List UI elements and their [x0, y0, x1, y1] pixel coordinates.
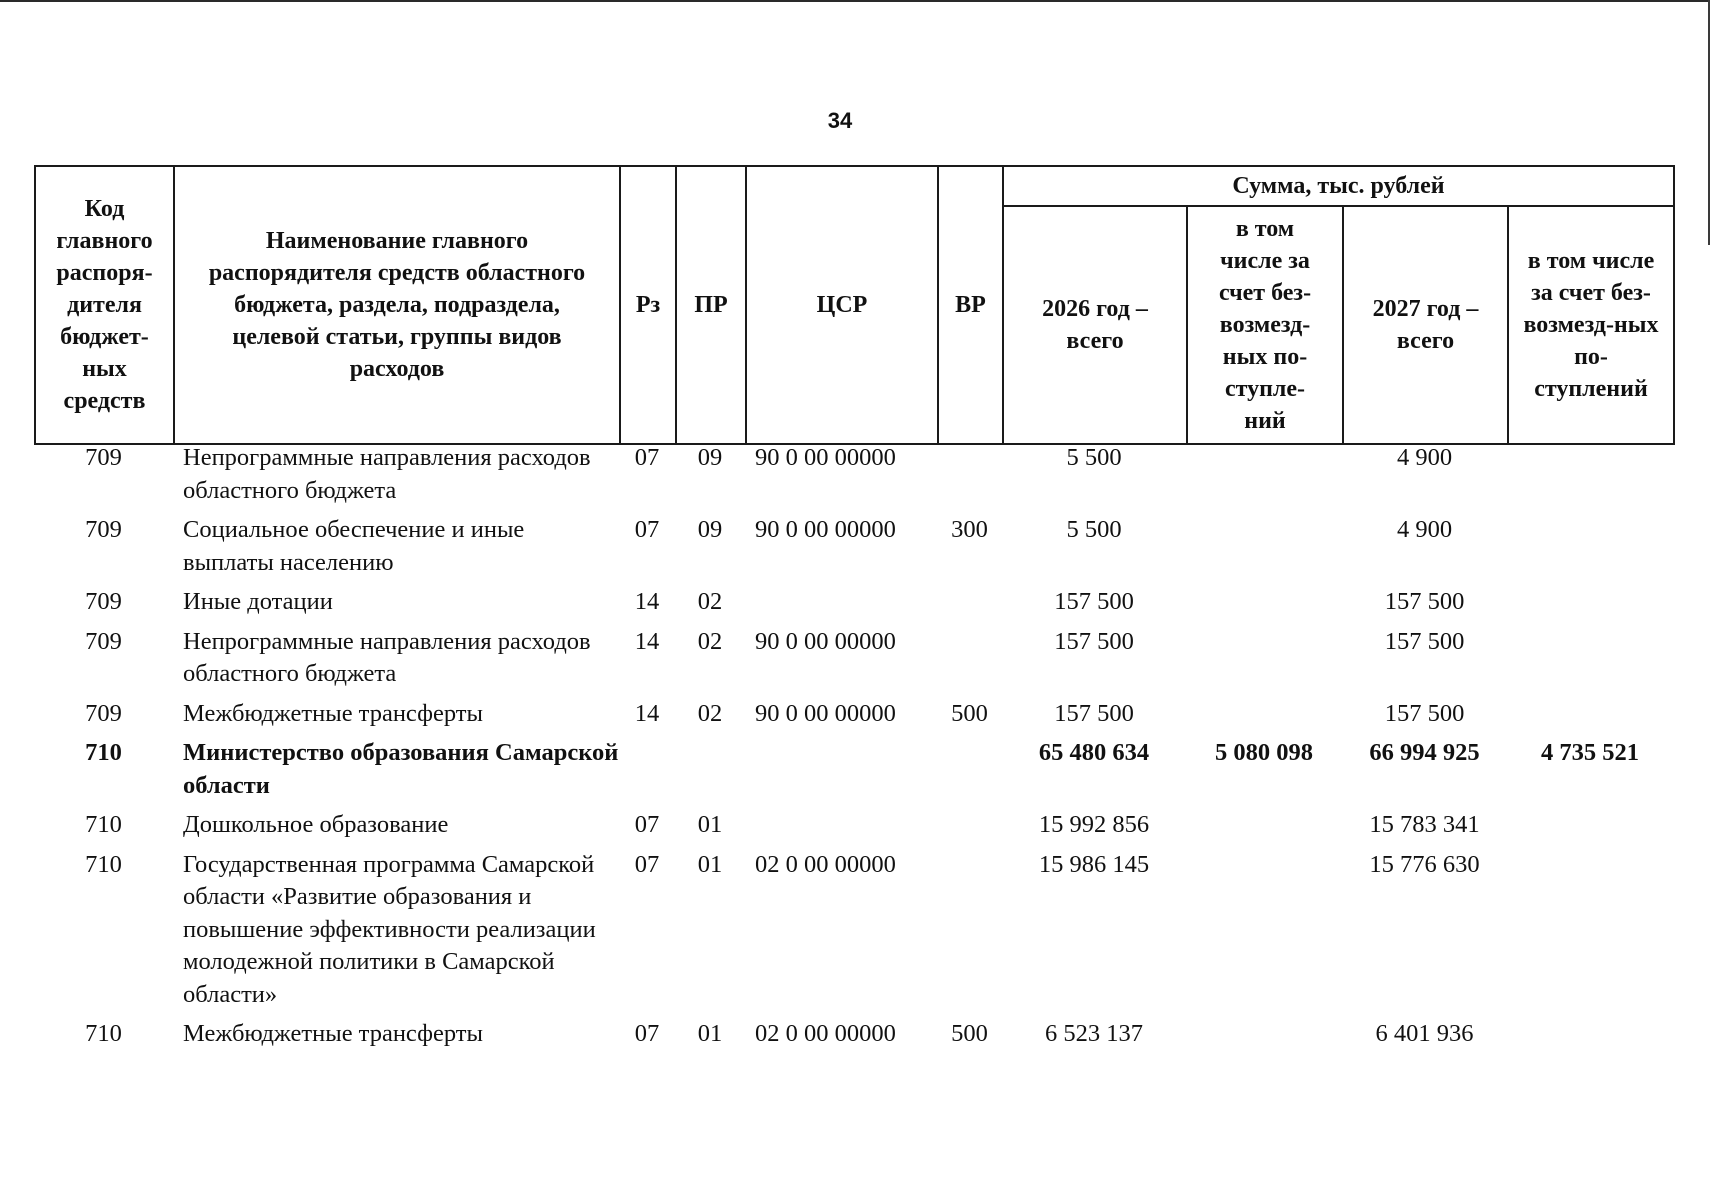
cell-code: 709: [85, 627, 122, 655]
col-header-2027-total: 2027 год – всего: [1343, 206, 1508, 444]
scan-border-top: [0, 0, 1710, 2]
cell-2027-free: [1507, 442, 1673, 514]
table-row: [34, 626, 1673, 698]
cell-2027-total: 15 776 630: [1369, 850, 1480, 878]
col-header-2026-total: 2026 год – всего: [1003, 206, 1187, 444]
cell-pr: 09: [697, 444, 723, 471]
cell-name: Непрограммные направления расходов областного бюджета: [183, 444, 591, 504]
cell-vr: 300: [951, 516, 988, 543]
cell-vr: [937, 849, 1002, 1019]
cell-rz: 14: [634, 699, 660, 727]
budget-table-body: [34, 442, 1673, 1058]
cell-2026-free: [1186, 809, 1342, 849]
col-header-csr: ЦСР: [746, 166, 938, 444]
cell-name: Межбюджетные трансферты: [183, 699, 483, 727]
cell-2026-free: [1186, 586, 1342, 626]
cell-vr: [937, 809, 1002, 849]
cell-2027-total: 66 994 925: [1369, 739, 1480, 766]
table-row: [34, 698, 1673, 738]
cell-rz: [619, 737, 675, 809]
col-header-vr: ВР: [938, 166, 1003, 444]
cell-name: Иные дотации: [183, 588, 333, 615]
cell-code: 710: [85, 739, 122, 766]
table-row: [34, 514, 1673, 586]
cell-rz: 07: [634, 444, 660, 471]
cell-2026-free: 5 080 098: [1215, 739, 1313, 766]
cell-2027-total: 157 500: [1384, 627, 1465, 655]
cell-2026-free: [1186, 1018, 1342, 1058]
cell-name: Межбюджетные трансферты: [183, 1020, 483, 1047]
col-header-rz: Рз: [620, 166, 676, 444]
cell-2026-total: 15 986 145: [1038, 850, 1150, 878]
cell-2027-free: [1507, 626, 1673, 698]
cell-2026-total: 6 523 137: [1045, 1020, 1143, 1047]
cell-2026-free: [1186, 442, 1342, 514]
cell-2027-total: 4 900: [1396, 444, 1453, 471]
table-row: [34, 809, 1673, 849]
cell-pr: 09: [697, 516, 723, 543]
cell-csr: [745, 737, 937, 809]
cell-2026-free: [1186, 849, 1342, 1019]
cell-2027-total: 157 500: [1384, 699, 1465, 727]
cell-2026-free: [1186, 514, 1342, 586]
cell-vr: [937, 737, 1002, 809]
cell-vr: [937, 586, 1002, 626]
cell-vr: [937, 626, 1002, 698]
table-row: [34, 849, 1673, 1019]
cell-vr: [937, 442, 1002, 514]
cell-2027-free: [1507, 1018, 1673, 1058]
cell-2026-total: 157 500: [1054, 588, 1134, 615]
cell-pr: [675, 737, 745, 809]
cell-code: 709: [85, 516, 122, 543]
cell-csr: 90 0 00 00000: [755, 444, 896, 471]
cell-rz: 14: [634, 588, 660, 615]
page-number: 34: [827, 108, 853, 133]
cell-csr: 02 0 00 00000: [755, 850, 896, 878]
cell-2027-total: 6 401 936: [1375, 1020, 1474, 1047]
cell-rz: 07: [634, 850, 660, 878]
cell-pr: 01: [697, 1020, 723, 1047]
cell-2027-free: [1507, 698, 1673, 738]
cell-2027-total: 157 500: [1384, 588, 1465, 615]
cell-code: 710: [85, 850, 122, 878]
cell-vr: 500: [951, 1020, 988, 1047]
cell-pr: 02: [697, 588, 723, 615]
cell-2027-free: [1507, 849, 1673, 1019]
table-row: [34, 442, 1673, 514]
cell-2026-free: [1186, 626, 1342, 698]
col-header-2026-free: в том числе за счет без-возмезд-ных по-ступле-ний: [1187, 206, 1343, 444]
cell-2026-total: 15 992 856: [1038, 811, 1150, 838]
table-row: [34, 586, 1673, 626]
cell-2027-free: 4 735 521: [1541, 739, 1639, 766]
table-row: [34, 1018, 1673, 1058]
cell-2026-total: 157 500: [1054, 627, 1134, 655]
table-row: [34, 737, 1673, 809]
cell-2026-total: 5 500: [1066, 444, 1122, 471]
cell-pr: 01: [697, 811, 723, 838]
col-header-sum: Сумма, тыс. рублей: [1003, 166, 1674, 206]
cell-2026-total: 157 500: [1054, 699, 1134, 727]
cell-csr: 02 0 00 00000: [755, 1020, 896, 1047]
cell-csr: 90 0 00 00000: [755, 627, 896, 655]
cell-2026-free: [1186, 698, 1342, 738]
cell-2026-total: 5 500: [1066, 516, 1122, 543]
cell-csr: [745, 586, 937, 626]
cell-name: Министерство образования Самарской области: [183, 739, 619, 799]
cell-name: Дошкольное образование: [183, 811, 449, 838]
cell-rz: 07: [634, 1020, 660, 1047]
cell-rz: 07: [634, 811, 660, 838]
cell-name: Государственная программа Самарской области «Развитие образования и повышение эффективности реализации молодежной политики в Самарской области»: [183, 850, 596, 1008]
budget-table-header: [34, 165, 1675, 445]
cell-csr: 90 0 00 00000: [755, 699, 896, 727]
cell-code: 710: [85, 811, 122, 838]
cell-2027-free: [1507, 586, 1673, 626]
col-header-code: Код главного распоря-дителя бюджет-ных средств: [35, 166, 174, 444]
cell-pr: 02: [697, 699, 723, 727]
col-header-name: Наименование главного распорядителя средств областного бюджета, раздела, подраздела, целевой статьи, группы видов расходов: [174, 166, 620, 444]
cell-rz: 07: [634, 516, 660, 543]
cell-csr: 90 0 00 00000: [755, 516, 896, 543]
cell-csr: [745, 809, 937, 849]
cell-name: Непрограммные направления расходов областного бюджета: [183, 627, 591, 687]
cell-2027-total: 4 900: [1396, 516, 1453, 543]
cell-code: 709: [85, 588, 122, 615]
cell-pr: 02: [697, 627, 723, 655]
cell-2026-total: 65 480 634: [1038, 739, 1150, 766]
cell-name: Социальное обеспечение и иные выплаты населению: [183, 516, 525, 576]
cell-pr: 01: [697, 850, 723, 878]
cell-2027-free: [1507, 514, 1673, 586]
cell-code: 709: [85, 699, 122, 727]
col-header-2027-free: в том числе за счет без-возмезд-ных по-ступлений: [1508, 206, 1674, 444]
cell-2027-free: [1507, 809, 1673, 849]
cell-vr: 500: [951, 699, 988, 727]
col-header-pr: ПР: [676, 166, 746, 444]
cell-2027-total: 15 783 341: [1369, 811, 1480, 838]
cell-rz: 14: [634, 627, 660, 655]
cell-code: 710: [85, 1020, 122, 1047]
cell-code: 709: [85, 444, 122, 471]
